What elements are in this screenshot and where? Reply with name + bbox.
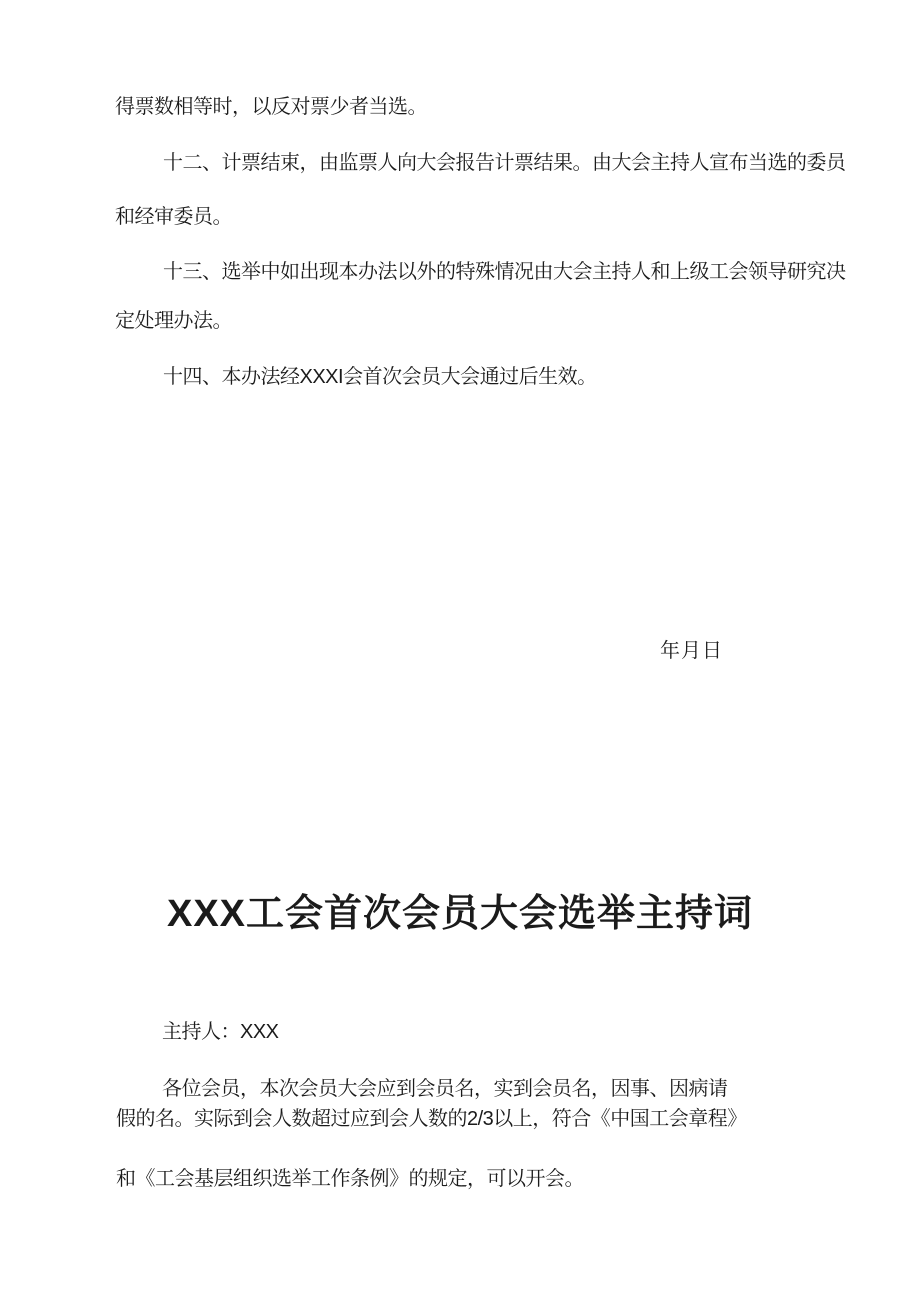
paragraph-line-clause-12-part1: 十二、计票结束，由监票人向大会报告计票结果。由大会主持人宣布当选的委员 [163,152,846,174]
paragraph-line-clause-13-part1: 十三、选举中如出现本办法以外的特殊情况由大会主持人和上级工会领导研究决 [163,261,846,283]
page-title: XXX工会首次会员大会选举主持词 [166,893,754,935]
paragraph-line-equal-votes: 得票数相等时，以反对票少者当选。 [115,96,427,118]
paragraph-line-clause-12-part2: 和经审委员。 [115,206,232,228]
paragraph-line-clause-13-part2: 定处理办法。 [115,310,232,332]
date-placeholder-line: 年月日 [660,640,723,662]
paragraph-line-attendance-part3: 和《工会基层组织选举工作条例》的规定，可以开会。 [116,1168,584,1190]
paragraph-line-attendance-part1: 各位会员，本次会员大会应到会员名，实到会员名，因事、因病请 [162,1078,728,1100]
host-name-line: 主持人：XXX [162,1021,279,1043]
paragraph-line-clause-14: 十四、本办法经XXXI会首次会员大会通过后生效。 [163,366,597,388]
paragraph-line-attendance-part2: 假的名。实际到会人数超过应到会人数的2/3以上，符合《中国工会章程》 [116,1108,747,1130]
